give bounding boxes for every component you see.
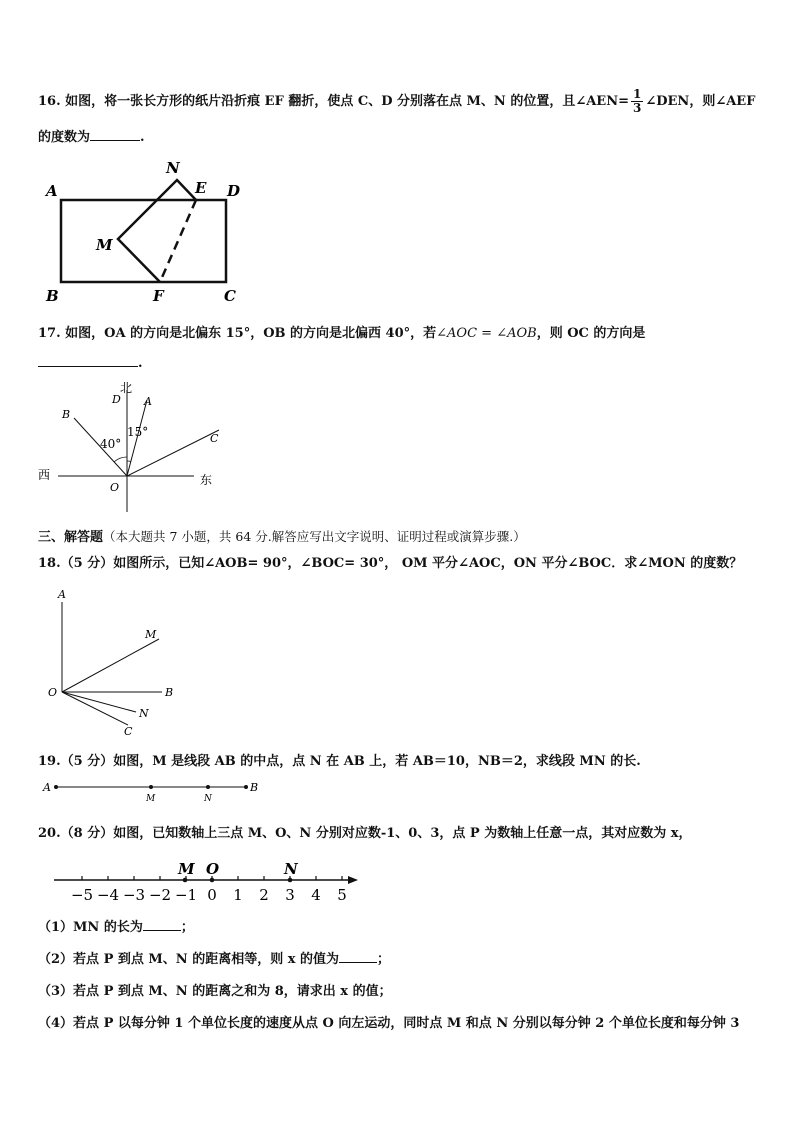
q19-point-n <box>206 785 210 789</box>
q20-text: 20.（8 分）如图，已知数轴上三点 M、O、N 分别对应数-1、0、3，点 P 为数轴上任意一点，其对应数为 x， <box>38 826 692 841</box>
q16-frac-den: 3 <box>633 101 642 115</box>
q20-number-line <box>52 858 372 908</box>
section-3-heading <box>38 526 526 545</box>
section-3-title: 三、解答题 <box>38 530 104 545</box>
q18-label-m: M <box>145 628 157 641</box>
q18-figure <box>46 588 206 738</box>
q20-tick-label: −5 <box>70 886 94 904</box>
q20-point-o <box>210 878 215 883</box>
q20-part2 <box>38 948 390 967</box>
q16-label-a: A <box>46 182 58 200</box>
q20-tick-label: 3 <box>285 886 295 904</box>
q17-answer-blank[interactable] <box>38 354 138 367</box>
q20-tick-label: 2 <box>259 886 269 904</box>
q17-figure <box>34 378 234 518</box>
q17-label-d: D <box>112 393 121 406</box>
q20-point-m <box>183 878 188 883</box>
q20-tick-label: −4 <box>96 886 120 904</box>
q17-text-a: 17. 如图，OA 的方向是北偏东 15°，OB 的方向是北偏西 40°，若 <box>38 326 437 341</box>
q17-formula: ∠AOC = ∠AOB <box>436 326 537 341</box>
q19-label-m: M <box>146 794 156 804</box>
q16-folded-edges <box>118 180 196 282</box>
q20-label-n: N <box>284 860 298 878</box>
q17-arc-40 <box>114 457 127 462</box>
q19-point-m <box>149 785 153 789</box>
q16-line2-end: . <box>140 130 145 145</box>
q17-text-b: ，则 OC 的方向是 <box>536 326 646 341</box>
q17-label-b: B <box>62 408 71 421</box>
q16-label-c: C <box>224 287 236 305</box>
q16-answer-blank[interactable] <box>90 128 140 141</box>
q20-label-o: O <box>206 860 220 878</box>
q16-label-m: M <box>96 236 113 254</box>
q20-tick-label: 5 <box>337 886 347 904</box>
q17-line1 <box>38 322 645 341</box>
q17-label-o: O <box>110 481 120 494</box>
q16-label-b: B <box>46 287 59 305</box>
q20-tick-label: −1 <box>174 886 198 904</box>
q19-point-a <box>54 785 58 789</box>
q19-label-b: B <box>250 781 259 794</box>
q20-part2-text: （2）若点 P 到点 M、N 的距离相等，则 x 的值为 <box>38 952 339 967</box>
q16-label-e: E <box>195 179 207 197</box>
q20-part2-blank[interactable] <box>339 950 377 963</box>
q16-frac-num: 1 <box>633 87 642 101</box>
q20-tick-label: 4 <box>311 886 321 904</box>
q17-label-a: A <box>144 395 152 408</box>
q19-point-b <box>244 785 248 789</box>
q18-label-n: N <box>139 707 149 720</box>
q20-tick-label: −2 <box>148 886 172 904</box>
q20-axis-arrow <box>348 876 358 884</box>
q20-tick-label: 1 <box>233 886 243 904</box>
q18-ray-om <box>62 639 159 692</box>
q17-line2 <box>38 354 143 371</box>
q17-label-c: C <box>210 432 219 445</box>
q18-label-c: C <box>124 725 133 738</box>
q19-text: 19.（5 分）如图，M 是线段 AB 的中点，点 N 在 AB 上，若 AB＝10，NB＝2，求线段 MN 的长. <box>38 754 641 769</box>
q17-label-north: 北 <box>120 381 133 395</box>
q17-label-east: 东 <box>200 473 213 487</box>
q18-label-a: A <box>58 588 66 601</box>
q19-label-a: A <box>43 781 51 794</box>
q16-label-f: F <box>153 287 164 305</box>
q19-label-n: N <box>204 794 212 804</box>
q17-arc-15 <box>127 461 131 462</box>
section-3-note: （本大题共 7 小题，共 64 分.解答应写出文字说明、证明过程或演算步骤.） <box>103 529 526 544</box>
q20-part4: （4）若点 P 以每分钟 1 个单位长度的速度从点 O 向左运动，同时点 M 和点 N 分别以每分钟 2 个单位长度和每分钟 3 <box>38 1016 740 1031</box>
q17-label-west: 西 <box>38 468 51 482</box>
q20-part3: （3）若点 P 到点 M、N 的距离之和为 8，请求出 x 的值； <box>38 984 392 999</box>
q16-figure <box>40 158 270 308</box>
q20-point-n <box>288 878 293 883</box>
q16-text-b: ∠DEN，则∠AEF <box>645 94 756 109</box>
q16-fraction <box>631 88 643 115</box>
q20-part1-blank[interactable] <box>143 918 181 931</box>
q20-label-m: M <box>178 860 195 878</box>
q18-text: 18.（5 分）如图所示，已知∠AOB= 90°，∠BOC= 30°， OM 平分∠AOC，ON 平分∠BOC．求∠MON 的度数？ <box>38 556 743 571</box>
q16-label-n: N <box>166 159 180 177</box>
q20-part1 <box>38 916 194 935</box>
q20-part1-text: （1）MN 的长为 <box>38 920 143 935</box>
q19-figure <box>40 778 270 802</box>
q20-tick-label: 0 <box>207 886 217 904</box>
q16-label-d: D <box>227 182 241 200</box>
q16-text-a: 16. 如图，将一张长方形的纸片沿折痕 EF 翻折，使点 C、D 分别落在点 M、N 的位置，且∠AEN= <box>38 94 629 109</box>
q16-line1 <box>38 88 755 115</box>
q16-line2 <box>38 126 145 145</box>
q18-label-o: O <box>48 686 58 699</box>
q20-tick-label: −3 <box>122 886 146 904</box>
q17-angle-15: 15° <box>127 425 149 439</box>
q20-part1-end: ； <box>180 920 194 935</box>
q18-ray-oc <box>62 692 128 725</box>
q17-angle-40: 40° <box>100 437 122 451</box>
q18-label-b: B <box>165 686 174 699</box>
q16-line2-text: 的度数为 <box>38 130 91 145</box>
q20-part2-end: ； <box>377 952 391 967</box>
q18-ray-on <box>62 692 136 712</box>
q16-crease-ef <box>160 200 196 282</box>
q17-line2-end: . <box>138 356 143 371</box>
